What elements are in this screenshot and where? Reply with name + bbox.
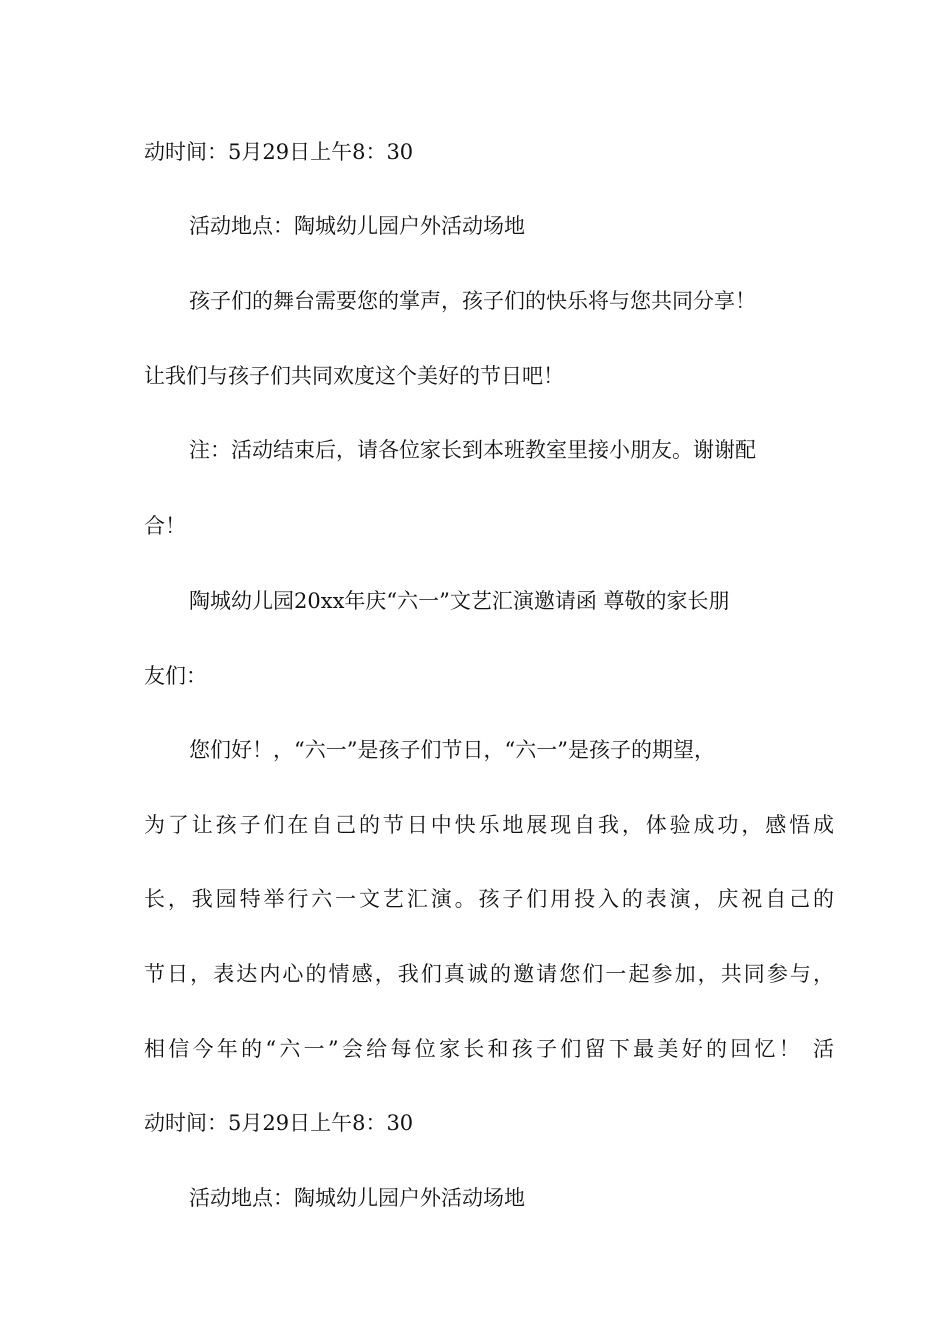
text-line: 孩子们的舞台需要您的掌声，孩子们的快乐将与您共同分享！ (189, 289, 756, 313)
text-line: 您们好！，“六一”是孩子们节日，“六一”是孩子的期望， (189, 738, 715, 762)
text-line: 友们： (144, 664, 207, 688)
text-line: 相信今年的“六一”会给每位家长和孩子们留下最美好的回忆！ 活 (144, 1037, 834, 1061)
text-line: 动时间：5月29日上午8：30 (144, 140, 414, 164)
text-line: 合！ (144, 514, 186, 538)
text-line: 让我们与孩子们共同欢度这个美好的节日吧！ (144, 364, 564, 388)
text-line: 为了让孩子们在自己的节日中快乐地展现自我，体验成功，感悟成 (144, 813, 834, 837)
text-line: 动时间：5月29日上午8：30 (144, 1111, 414, 1135)
text-line: 陶城幼儿园20xx年庆“六一”文艺汇演邀请函 尊敬的家长朋 (189, 589, 730, 613)
text-line: 长，我园特举行六一文艺汇演。孩子们用投入的表演，庆祝自己的 (144, 887, 834, 911)
text-line: 活动地点：陶城幼儿园户外活动场地 (189, 1186, 525, 1210)
text-line: 活动地点：陶城幼儿园户外活动场地 (189, 214, 525, 238)
text-line: 注：活动结束后，请各位家长到本班教室里接小朋友。谢谢配 (189, 438, 756, 462)
text-line: 节日，表达内心的情感，我们真诚的邀请您们一起参加，共同参与， (144, 962, 834, 986)
